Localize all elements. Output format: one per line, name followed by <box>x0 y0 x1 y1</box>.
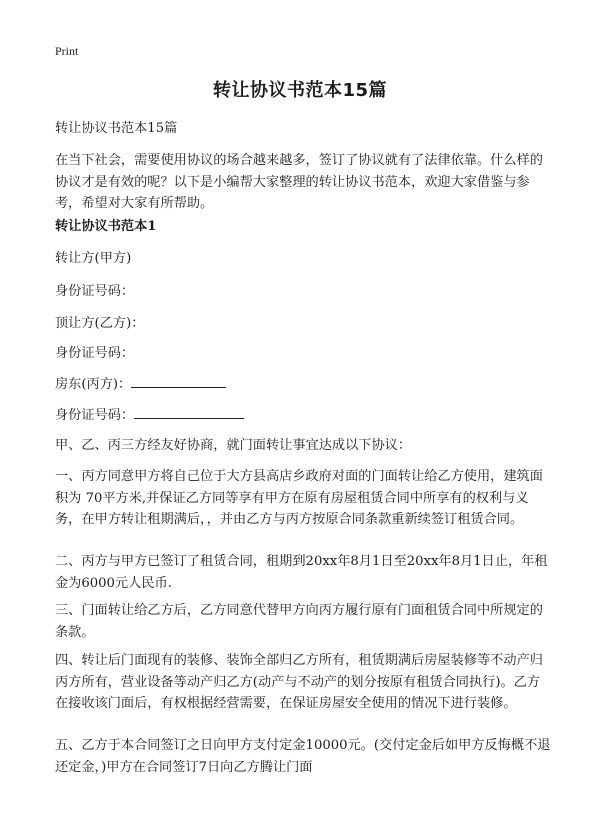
agreement-intro: 甲、乙、丙三方经友好协商，就门面转让事宜达成以下协议： <box>55 438 412 453</box>
field-party-c: 房东(丙方)： <box>55 377 132 392</box>
document-title: 转让协议书范本15篇 <box>212 80 388 101</box>
party-c-id-blank <box>134 404 244 419</box>
party-c-blank <box>131 373 226 388</box>
clause-4: 四、转让后门面现有的装修、装饰全部归乙方所有，租赁期满后房屋装修等不动产归丙方所有，营业设备等动产归乙方(动产与不动产的划分按原有租赁合同执行)。乙方在接收该门面后，有权根据经营需要，在保证房屋安全使用的情况下进行装修。 <box>55 653 543 711</box>
field-party-c-id: 身份证号码： <box>55 408 135 423</box>
field-party-b-id: 身份证号码： <box>55 346 135 361</box>
field-party-b: 顶让方(乙方)： <box>55 316 145 331</box>
clause-3: 三、门面转让给乙方后，乙方同意代替甲方向丙方履行原有门面租赁合同中所规定的条款。 <box>55 603 543 640</box>
clause-1: 一、丙方同意甲方将自己位于大方县高店乡政府对面的门面转让给乙方使用，建筑面积为 70平方米,并保证乙方同等享有甲方在原有房屋租赁合同中所享有的权利与义务，在甲方转让租期满后，，并由乙方与丙方按原合同条款重新续签订租赁合同。 <box>55 469 543 527</box>
field-party-a-id: 身份证号码： <box>55 284 135 299</box>
clause-2: 二、丙方与甲方已签订了租赁合同，租期到20xx年8月1日至20xx年8月1日止，年租金为6000元人民币. <box>55 554 548 591</box>
field-party-c-id-row <box>55 404 553 427</box>
intro-paragraph: 在当下社会，需要使用协议的场合越来越多，签订了协议就有了法律依靠。什么样的协议才是有效的呢？以下是小编帮大家整理的转让协议书范本，欢迎大家借鉴与参考，希望对大家有所帮助。 <box>55 153 543 211</box>
section-heading: 转让协议书范本1 <box>55 219 157 234</box>
print-link[interactable]: Print <box>55 44 79 58</box>
clause-5: 五、乙方于本合同签订之日向甲方支付定金10000元。(交付定金后如甲方反悔概不退还定金，)甲方在合同签订7日向乙方腾让门面 <box>55 738 551 775</box>
document-subtitle: 转让协议书范本15篇 <box>55 121 178 136</box>
field-party-a: 转让方(甲方) <box>55 251 132 266</box>
field-party-c-row <box>55 373 553 396</box>
